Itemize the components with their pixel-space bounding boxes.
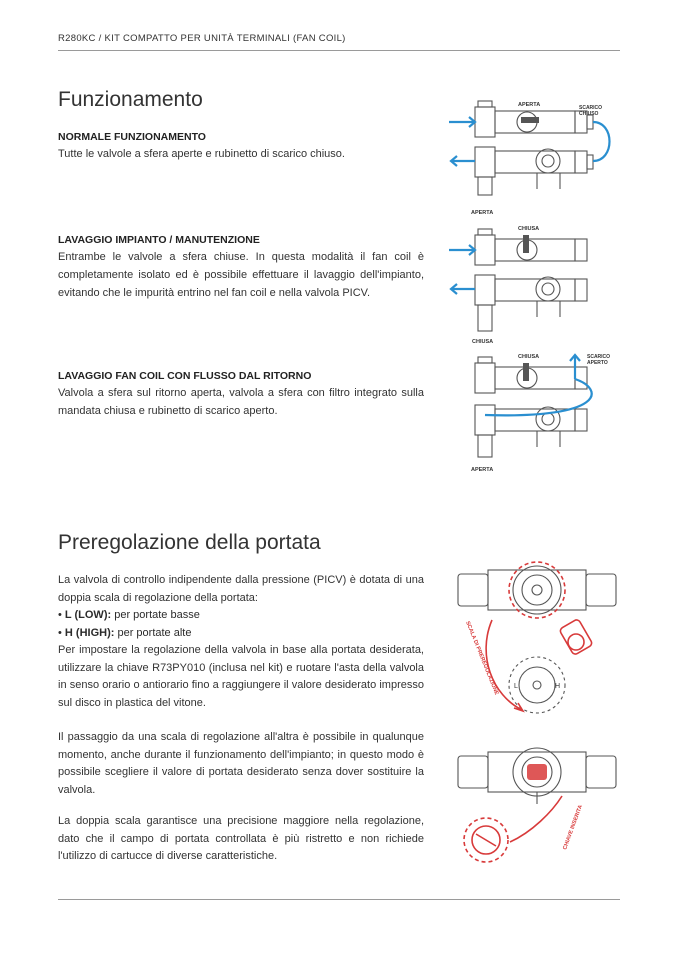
paragraph-precision: La doppia scala garantisce una precisione maggiore nella regolazione, dato che il campo di portata controllata è più ristretto e non richiede l'utilizzo di cartucce di diverse caratteristiche. xyxy=(58,815,424,862)
paragraph-instructions: Per impostare la regolazione della valvola in base alla portata desiderata, utilizzare la chiave R73PY010 (inclusa nel kit) e ruotare l'asta della valvola in senso orario o antiorario fino a raggiungere il valore desiderato impresso sul disco in plastica del vitone. xyxy=(58,644,424,709)
list-item: • L (LOW): per portate basse xyxy=(58,607,200,625)
svg-text:CHIUSA: CHIUSA xyxy=(518,226,540,232)
svg-text:SCARICO: SCARICO xyxy=(587,354,611,360)
scale-list xyxy=(58,607,200,642)
figure-scala-preregolazione xyxy=(452,560,624,720)
diagram-lavaggio-fancoil xyxy=(445,349,625,475)
svg-text:CHIUSO: CHIUSO xyxy=(579,111,599,117)
svg-text:SCALA DI PREREGOLAZIONE: SCALA DI PREREGOLAZIONE xyxy=(464,620,500,696)
section-heading-funzionamento: Funzionamento xyxy=(58,88,203,111)
svg-text:CHIAVE INSERITA: CHIAVE INSERITA xyxy=(562,804,585,851)
dial-label-h: H xyxy=(555,683,561,690)
page-header: R280KC / KIT COMPATTO PER UNITÀ TERMINALI (FAN COIL) xyxy=(58,33,346,44)
section-heading-preregolazione: Preregolazione della portata xyxy=(58,531,321,554)
figure-chiave-inserita xyxy=(452,742,624,872)
mode-title-lavaggio-fancoil: LAVAGGIO FAN COIL CON FLUSSO DAL RITORNO xyxy=(58,370,312,382)
intro-paragraph: La valvola di controllo indipendente dalla pressione (PICV) è dotata di una doppia scala di regolazione della portata: xyxy=(58,574,424,604)
diagram-normale-funzionamento xyxy=(445,97,625,219)
paragraph-scale-switch: Il passaggio da una scala di regolazione all'altra è possibile in qualunque momento, anche durante il funzionamento dell'impianto; in questo modo è possibile scegliere il valore di portata desiderato senza dover sostituire la valvola. xyxy=(58,731,424,796)
svg-text:APERTA: APERTA xyxy=(471,467,494,473)
label-top: APERTA xyxy=(518,102,541,108)
svg-text:CHIUSA: CHIUSA xyxy=(472,339,494,345)
dial-label-l: L xyxy=(514,683,518,690)
list-item: • H (HIGH): per portate alte xyxy=(58,625,200,643)
footer-divider xyxy=(58,899,620,900)
svg-text:APERTA: APERTA xyxy=(471,210,494,216)
mode-title-normale: NORMALE FUNZIONAMENTO xyxy=(58,131,206,143)
header-divider xyxy=(58,50,620,51)
mode-title-lavaggio-impianto: LAVAGGIO IMPIANTO / MANUTENZIONE xyxy=(58,234,260,246)
mode-text-lavaggio-fancoil: Valvola a sfera sul ritorno aperta, valvola a sfera con filtro integrato sulla mandata chiusa e rubinetto di scarico aperto. xyxy=(58,387,424,417)
diagram-lavaggio-impianto xyxy=(445,221,625,347)
svg-text:SCARICO: SCARICO xyxy=(579,105,603,111)
mode-text-lavaggio-impianto: Entrambe le valvole a sfera chiuse. In questa modalità il fan coil è completamente isolato ed è possibile effettuare il lavaggio dell'impianto, evitando che le impurità entrino nel fan coil e nella valvola PICV. xyxy=(58,251,424,299)
mode-text-normale: Tutte le valvole a sfera aperte e rubinetto di scarico chiuso. xyxy=(58,148,345,160)
svg-text:APERTO: APERTO xyxy=(587,360,608,366)
svg-text:CHIUSA: CHIUSA xyxy=(518,354,540,360)
